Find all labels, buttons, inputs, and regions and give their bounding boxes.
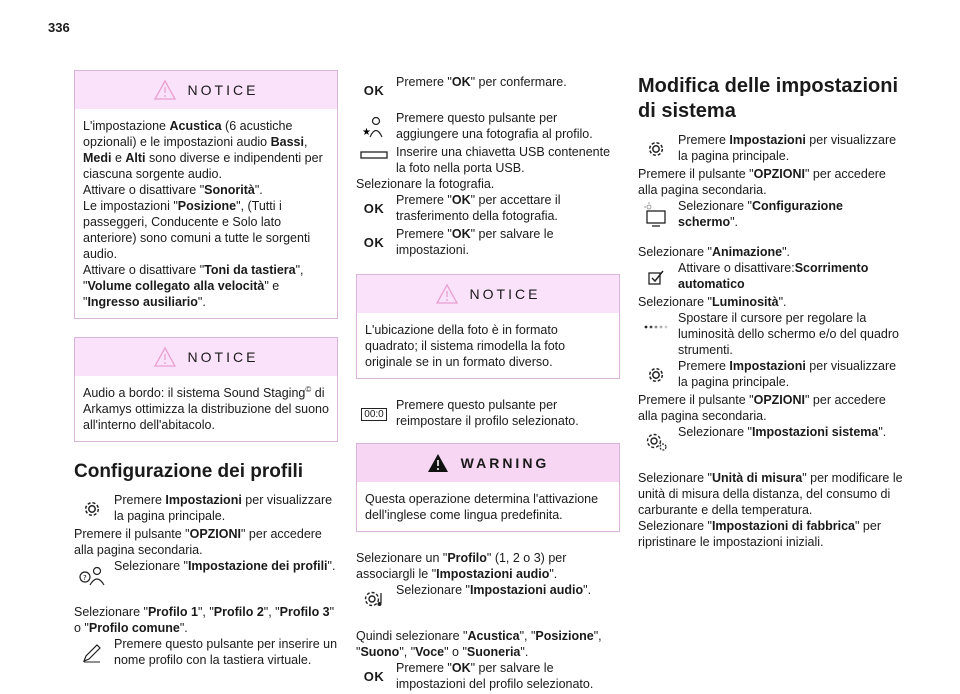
notice-triangle-icon	[154, 347, 176, 367]
notice-paragraph: Attivare o disattivare "Sonorità".	[83, 183, 263, 197]
step-text: Selezionare "Configurazione schermo".	[678, 199, 843, 229]
step-settings	[74, 492, 338, 526]
notice-paragraph: Audio a bordo: il sistema Sound Staging© di Arkamys ottimizza la distribuzione del suono all'interno dell'abitacolo.	[83, 384, 329, 432]
step-brightness-slider	[638, 310, 904, 358]
step-text: Selezionare "Impostazioni audio".	[396, 583, 592, 597]
step-text: Inserire una chiavetta USB contenente la foto nella porta USB.	[396, 145, 611, 175]
svg-text:★: ★	[362, 127, 371, 138]
notice-box-photo	[356, 274, 620, 379]
step-settings	[638, 358, 904, 392]
ok-button-icon: OK	[363, 83, 385, 98]
step-screen-config	[638, 198, 904, 232]
warning-paragraph: Questa operazione determina l'attivazione dell'inglese come lingua predefinita.	[365, 492, 599, 522]
warning-header	[357, 444, 619, 482]
step-system-settings	[638, 424, 904, 458]
step-text: Selezionare "Impostazione dei profili".	[114, 559, 336, 573]
notice-box-sound-staging	[74, 337, 338, 442]
checkbox-checked-icon	[638, 260, 674, 294]
notice-triangle-icon	[154, 80, 176, 100]
step-text: Premere il pulsante "OPZIONI" per accedere alla pagina secondaria.	[638, 167, 886, 197]
step-text: Selezionare un "Profilo" (1, 2 o 3) per associargli le "Impostazioni audio".	[356, 551, 567, 581]
section-title-profiles: Configurazione dei profili	[74, 461, 304, 482]
system-settings-icon	[638, 424, 674, 458]
notice-header	[75, 338, 337, 376]
ok-button-icon: OK	[363, 235, 385, 250]
brightness-slider-icon	[638, 310, 674, 344]
notice-paragraph: Attivare o disattivare "Toni da tastiera", "Volume collegato alla velocità" e "Ingresso ausiliario".	[83, 263, 304, 309]
step-ok-save	[356, 226, 620, 260]
step-text: Quindi selezionare "Acustica", "Posizione", "Suono", "Voce" o "Suoneria".	[356, 629, 602, 659]
notice-body	[75, 376, 337, 441]
section-title-line: Modifica delle impostazioni	[638, 75, 899, 97]
notice-box-acoustic	[74, 70, 338, 319]
ok-button-icon: OK	[363, 201, 385, 216]
column-left	[74, 70, 338, 670]
step-text: Selezionare "Unità di misura" per modificare le unità di misura della distanza, del consumo di carburante e della temperatura.	[638, 471, 903, 517]
step-scroll-toggle	[638, 260, 904, 294]
step-text: Selezionare "Profilo 1", "Profilo 2", "Profilo 3" o "Profilo comune".	[74, 605, 335, 635]
step-text: Selezionare "Impostazioni di fabbrica" per ripristinare le impostazioni iniziali.	[638, 519, 881, 549]
notice-paragraph: L'ubicazione della foto è in formato quadrato; il sistema rimodella la foto originale se in un formato diverso.	[365, 323, 566, 369]
settings-gear-icon	[638, 358, 674, 392]
step-audio-settings	[356, 582, 620, 616]
step-settings	[638, 132, 904, 166]
step-text: Premere questo pulsante per aggiungere una fotografia al profilo.	[396, 111, 593, 141]
warning-body	[357, 482, 619, 531]
notice-title: NOTICE	[187, 349, 259, 365]
add-photo-icon	[356, 110, 392, 144]
notice-body	[75, 109, 337, 318]
notice-header	[75, 71, 337, 109]
step-text: Premere "OK" per accettare il trasferimento della fotografia.	[396, 193, 561, 223]
notice-paragraph: L'impostazione Acustica (6 acustiche opzionali) e le impostazioni audio Bassi, Medi e Alti sono diverse e indipendenti per ciascuna sorgente audio.	[83, 119, 323, 181]
reset-badge: 00:0	[361, 408, 386, 421]
step-ok-transfer	[356, 192, 620, 226]
settings-gear-icon	[74, 492, 110, 526]
section-title-system	[638, 74, 904, 124]
step-add-photo	[356, 110, 620, 144]
usb-stick-icon	[356, 144, 392, 166]
ok-button-icon: OK	[363, 669, 385, 684]
step-ok-profile-save	[356, 660, 620, 694]
step-text: Selezionare "Impostazioni sistema".	[678, 425, 887, 439]
step-reset-profile	[356, 397, 620, 431]
step-text: Attivare o disattivare:Scorrimento automatico	[678, 261, 869, 291]
reset-profile-icon	[356, 397, 392, 431]
step-ok-confirm	[356, 74, 620, 108]
column-right	[638, 70, 904, 550]
step-text: Premere il pulsante "OPZIONI" per accedere alla pagina secondaria.	[74, 527, 322, 557]
screen-brightness-icon	[638, 198, 674, 232]
step-profiles	[74, 558, 338, 592]
step-edit-name	[74, 636, 338, 670]
notice-header	[357, 275, 619, 313]
notice-paragraph: Le impostazioni "Posizione", (Tutti i passeggeri, Conducente e Solo lato anteriore) sono comuni a tutte le sorgenti audio.	[83, 199, 311, 261]
step-text: Premere "OK" per salvare le impostazioni.	[396, 227, 554, 257]
notice-title: NOTICE	[469, 286, 541, 302]
svg-text:?: ?	[83, 574, 87, 582]
step-text: Premere Impostazioni per visualizzare la pagina principale.	[678, 359, 897, 389]
column-middle	[356, 74, 620, 694]
warning-triangle-icon	[427, 453, 449, 473]
section-title-line: di sistema	[638, 100, 736, 122]
notice-body	[357, 313, 619, 378]
step-text: Premere questo pulsante per reimpostare il profilo selezionato.	[396, 398, 579, 428]
step-text: Premere "OK" per confermare.	[396, 75, 567, 89]
step-text: Premere Impostazioni per visualizzare la pagina principale.	[678, 133, 897, 163]
step-text: Premere il pulsante "OPZIONI" per accedere alla pagina secondaria.	[638, 393, 886, 423]
notice-triangle-icon	[436, 284, 458, 304]
step-text: Selezionare "Luminosità".	[638, 295, 787, 309]
page-number: 336	[48, 20, 70, 35]
warning-box	[356, 443, 620, 532]
audio-settings-icon	[356, 582, 392, 616]
pencil-icon	[74, 636, 110, 670]
step-text: Premere questo pulsante per inserire un nome profilo con la tastiera virtuale.	[114, 637, 338, 667]
notice-title: NOTICE	[187, 82, 259, 98]
profile-settings-icon	[74, 558, 110, 592]
warning-title: WARNING	[460, 455, 550, 471]
step-text: Selezionare la fotografia.	[356, 177, 495, 191]
step-usb	[356, 144, 620, 176]
step-text: Spostare il cursore per regolare la luminosità dello schermo e/o del quadro strumenti.	[678, 311, 899, 357]
step-text: Premere Impostazioni per visualizzare la pagina principale.	[114, 493, 333, 523]
step-text: Selezionare "Animazione".	[638, 245, 791, 259]
settings-gear-icon	[638, 132, 674, 166]
step-text: Premere "OK" per salvare le impostazioni del profilo selezionato.	[396, 661, 594, 691]
